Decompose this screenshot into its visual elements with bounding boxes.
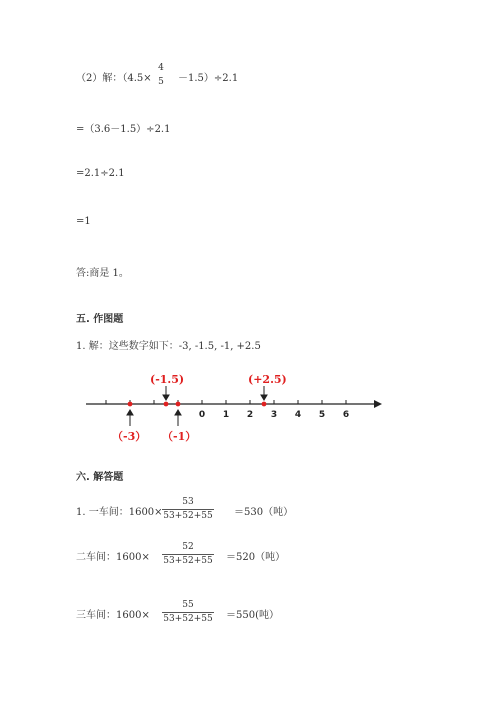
part2-line4: =1 xyxy=(76,216,91,227)
tick-label-1: 1 xyxy=(222,410,230,420)
arrowhead-neg1 xyxy=(175,410,181,415)
label-neg3: （-3） xyxy=(112,430,147,443)
point-pos2-5 xyxy=(262,402,267,407)
fraction-bar xyxy=(162,509,214,510)
number-line-arrowhead xyxy=(374,400,382,408)
fraction-bar xyxy=(162,612,214,613)
point-neg1-5 xyxy=(164,402,169,407)
fraction-denominator: 5 xyxy=(158,77,164,87)
section5-intro: 1. 解：这些数字如下：-3, -1.5, -1, +2.5 xyxy=(76,341,261,352)
tick-label-3: 3 xyxy=(270,410,278,420)
row-fraction xyxy=(162,497,214,522)
fraction-numerator: 55 xyxy=(182,600,194,610)
row-result: ＝530（吨） xyxy=(234,507,294,518)
fraction-denominator: 53+52+55 xyxy=(163,614,213,624)
section6-title: 六. 解答题 xyxy=(76,472,124,483)
tick-label-group xyxy=(199,410,349,420)
point-neg3 xyxy=(128,402,133,407)
part2-line1-b: －1.5）÷2.1 xyxy=(178,73,239,84)
tick-label-5: 5 xyxy=(318,410,326,420)
label-pos2-5: (+2.5) xyxy=(248,373,287,386)
row-prefix: 三车间：1600× xyxy=(76,610,150,621)
section5-title: 五. 作图题 xyxy=(76,314,124,325)
tick-group xyxy=(106,400,346,404)
tick-label-4: 4 xyxy=(294,410,302,420)
tick-label-6: 6 xyxy=(342,410,350,420)
label-neg1-5: (-1.5) xyxy=(150,373,185,386)
part2-line1-a: （2）解：（4.5× xyxy=(76,73,152,84)
fraction-denominator: 53+52+55 xyxy=(163,556,213,566)
point-neg1 xyxy=(176,402,181,407)
fraction-bar xyxy=(162,554,214,555)
row-fraction xyxy=(162,600,214,625)
tick-label-2: 2 xyxy=(246,410,254,420)
arrowhead-pos2-5 xyxy=(261,395,267,400)
row-result: ＝520（吨） xyxy=(226,552,286,563)
part2-answer: 答:商是 1。 xyxy=(76,268,129,279)
label-neg1: （-1） xyxy=(162,430,197,443)
arrowhead-neg1-5 xyxy=(163,395,169,400)
row-prefix: 1. 一车间：1600× xyxy=(76,507,163,518)
part2-line3: =2.1÷2.1 xyxy=(76,168,125,179)
tick-label-0: 0 xyxy=(198,410,206,420)
row-prefix: 二车间：1600× xyxy=(76,552,150,563)
part2-fraction xyxy=(151,63,171,88)
row-result: ＝550(吨） xyxy=(226,610,279,621)
arrowhead-neg3 xyxy=(127,410,133,415)
fraction-numerator: 53 xyxy=(182,497,194,507)
fraction-numerator: 52 xyxy=(182,542,194,552)
fraction-numerator: 4 xyxy=(158,63,164,73)
row-fraction xyxy=(162,542,214,567)
part2-line2: =（3.6－1.5）÷2.1 xyxy=(76,124,171,135)
fraction-denominator: 53+52+55 xyxy=(163,511,213,521)
